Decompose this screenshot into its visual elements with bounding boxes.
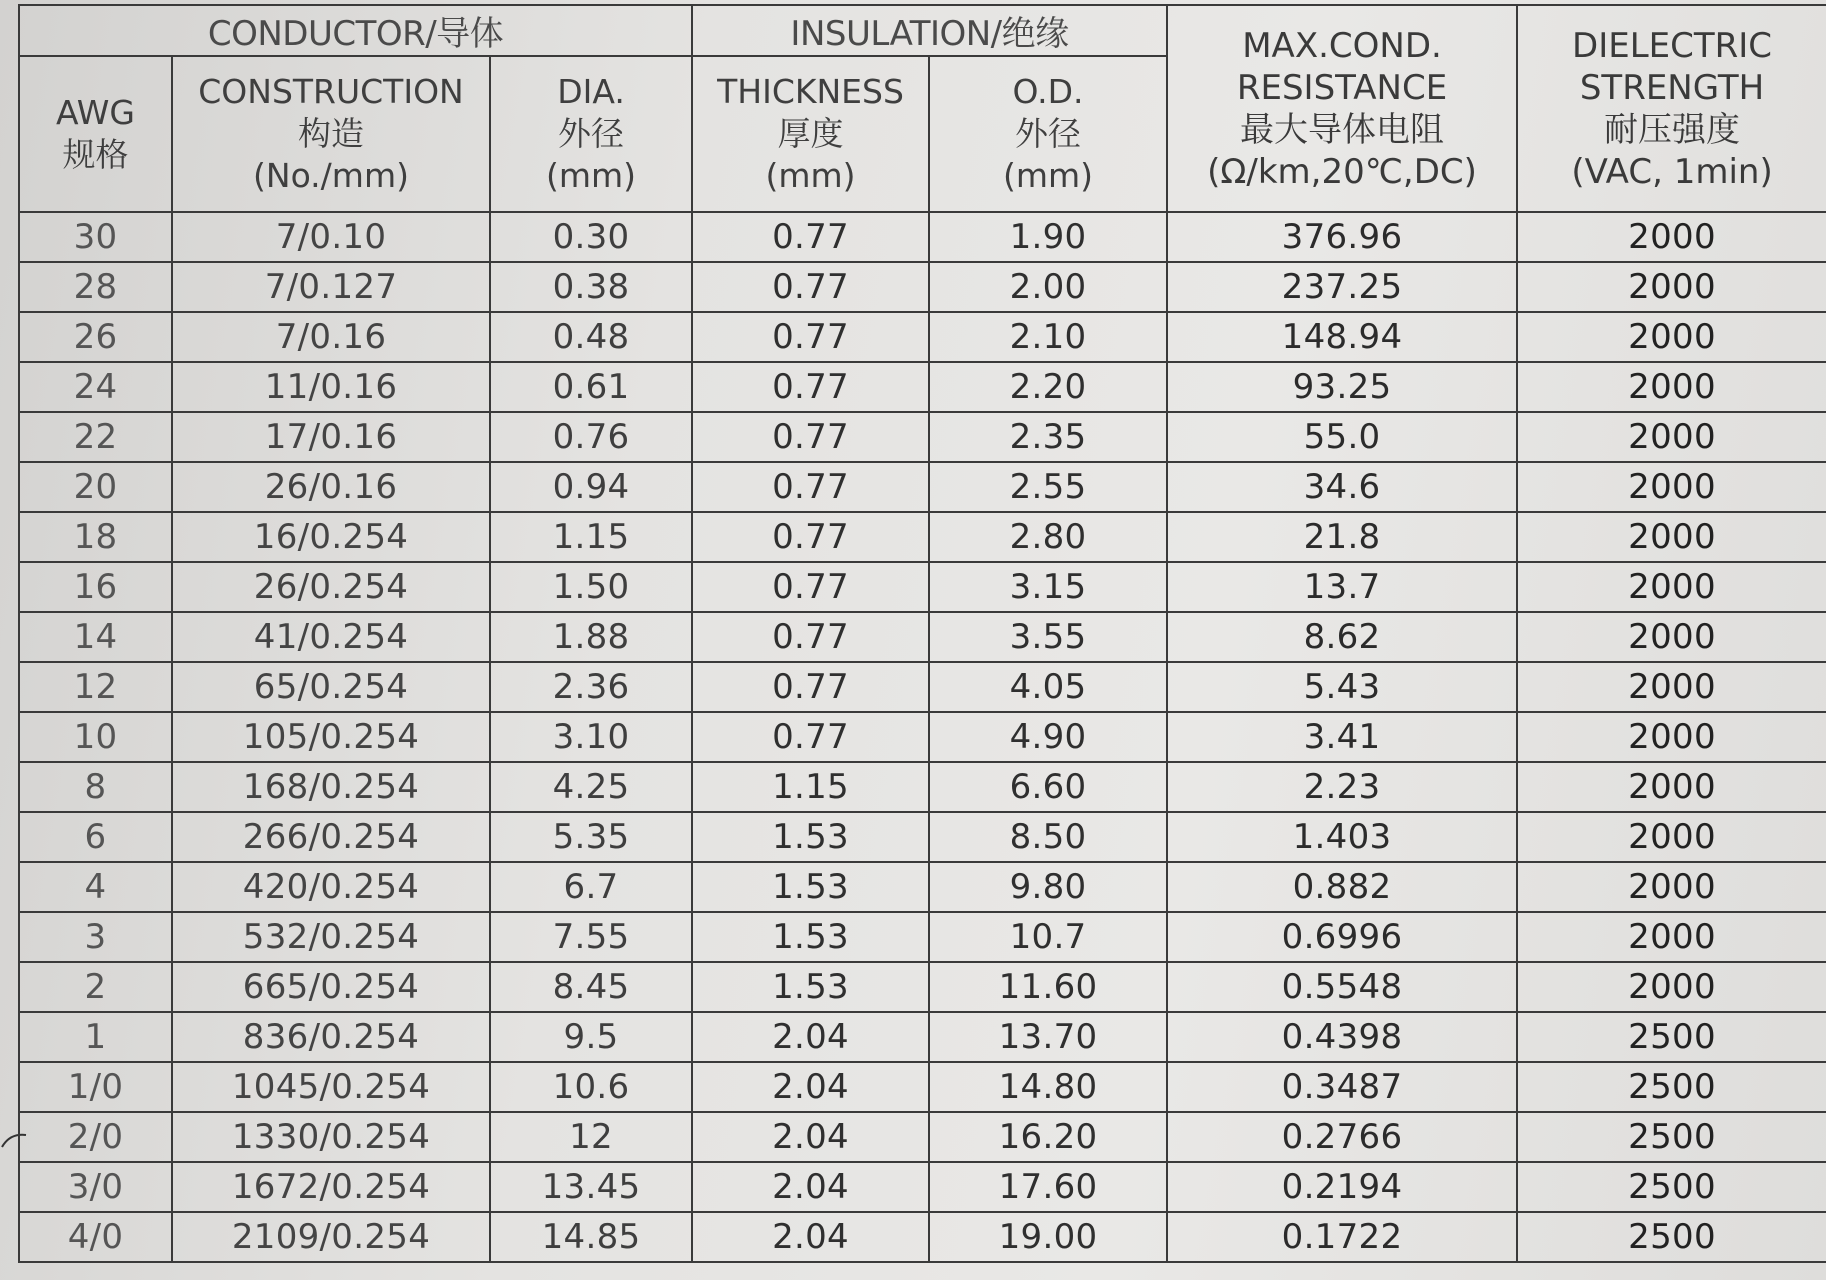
- od-header: [929, 56, 1167, 212]
- construction-cell: 1045/0.254: [172, 1062, 490, 1112]
- dia-cell: 4.25: [490, 762, 692, 812]
- table-row: [19, 1162, 1826, 1212]
- od-cell: 2.00: [929, 262, 1167, 312]
- dielectric-cell: 2000: [1517, 312, 1826, 362]
- table-row: [19, 1112, 1826, 1162]
- table-row: [19, 612, 1826, 662]
- dielectric-header-line: DIELECTRIC: [1572, 25, 1773, 66]
- dia-header-line: DIA.: [557, 72, 625, 111]
- awg-cell: 26: [19, 312, 172, 362]
- dia-cell: 0.76: [490, 412, 692, 462]
- dielectric-header-line: STRENGTH: [1579, 67, 1765, 108]
- construction-cell: 105/0.254: [172, 712, 490, 762]
- table-row: [19, 962, 1826, 1012]
- awg-cell: 24: [19, 362, 172, 412]
- construction-cell: 420/0.254: [172, 862, 490, 912]
- dia-header-line: (mm): [545, 156, 637, 195]
- resistance-cell: 0.2194: [1167, 1162, 1517, 1212]
- od-cell: 1.90: [929, 212, 1167, 262]
- thickness-header-line: THICKNESS: [717, 72, 904, 111]
- construction-cell: 836/0.254: [172, 1012, 490, 1062]
- od-cell: 3.55: [929, 612, 1167, 662]
- dielectric-cell: 2500: [1517, 1062, 1826, 1112]
- awg-cell: 14: [19, 612, 172, 662]
- construction-cell: 7/0.127: [172, 262, 490, 312]
- thickness-cell: 1.53: [692, 962, 929, 1012]
- thickness-cell: 0.77: [692, 562, 929, 612]
- resistance-cell: 21.8: [1167, 512, 1517, 562]
- od-cell: 14.80: [929, 1062, 1167, 1112]
- dielectric-cell: 2500: [1517, 1212, 1826, 1262]
- dielectric-cell: 2500: [1517, 1162, 1826, 1212]
- od-header-line: 外径: [1015, 114, 1082, 153]
- dia-cell: 0.38: [490, 262, 692, 312]
- od-cell: 16.20: [929, 1112, 1167, 1162]
- dia-cell: 7.55: [490, 912, 692, 962]
- table-row: [19, 1012, 1826, 1062]
- table-row: [19, 412, 1826, 462]
- construction-cell: 1672/0.254: [172, 1162, 490, 1212]
- od-cell: 11.60: [929, 962, 1167, 1012]
- construction-cell: 168/0.254: [172, 762, 490, 812]
- dia-cell: 6.7: [490, 862, 692, 912]
- awg-cell: 22: [19, 412, 172, 462]
- awg-cell: 6: [19, 812, 172, 862]
- thickness-cell: 0.77: [692, 362, 929, 412]
- dia-cell: 10.6: [490, 1062, 692, 1112]
- thickness-cell: 0.77: [692, 712, 929, 762]
- max-resistance-header-line: MAX.COND.: [1242, 25, 1442, 66]
- max-resistance-header: [1167, 5, 1517, 212]
- thickness-header-line: (mm): [765, 156, 856, 195]
- construction-header-line: (No./mm): [253, 156, 409, 195]
- od-cell: 9.80: [929, 862, 1167, 912]
- dielectric-cell: 2000: [1517, 862, 1826, 912]
- od-cell: 3.15: [929, 562, 1167, 612]
- od-header-line: (mm): [1003, 156, 1094, 195]
- thickness-cell: 0.77: [692, 412, 929, 462]
- construction-cell: 11/0.16: [172, 362, 490, 412]
- dielectric-cell: 2000: [1517, 812, 1826, 862]
- dia-header: [490, 56, 692, 212]
- group-header-row: [19, 5, 1826, 56]
- dia-cell: 1.15: [490, 512, 692, 562]
- od-cell: 4.90: [929, 712, 1167, 762]
- thickness-cell: 2.04: [692, 1062, 929, 1112]
- table-row: [19, 812, 1826, 862]
- table-row: [19, 262, 1826, 312]
- thickness-cell: 0.77: [692, 262, 929, 312]
- construction-cell: 1330/0.254: [172, 1112, 490, 1162]
- dielectric-cell: 2500: [1517, 1012, 1826, 1062]
- resistance-cell: 0.882: [1167, 862, 1517, 912]
- construction-cell: 17/0.16: [172, 412, 490, 462]
- dia-cell: 9.5: [490, 1012, 692, 1062]
- dia-cell: 5.35: [490, 812, 692, 862]
- dia-cell: 0.94: [490, 462, 692, 512]
- awg-cell: 28: [19, 262, 172, 312]
- dielectric-cell: 2000: [1517, 462, 1826, 512]
- resistance-cell: 376.96: [1167, 212, 1517, 262]
- thickness-cell: 1.15: [692, 762, 929, 812]
- insulation-group-header: INSULATION/绝缘: [692, 5, 1167, 56]
- dia-cell: 3.10: [490, 712, 692, 762]
- resistance-cell: 5.43: [1167, 662, 1517, 712]
- table-body: [19, 212, 1826, 1262]
- awg-cell: 1: [19, 1012, 172, 1062]
- awg-cell: 1/0: [19, 1062, 172, 1112]
- awg-cell: 16: [19, 562, 172, 612]
- max-resistance-header-line: 最大导体电阻: [1240, 109, 1445, 150]
- table-row: [19, 462, 1826, 512]
- table-row: [19, 912, 1826, 962]
- dielectric-cell: 2000: [1517, 762, 1826, 812]
- table-row: [19, 1062, 1826, 1112]
- table-row: [19, 662, 1826, 712]
- awg-cell: 4: [19, 862, 172, 912]
- construction-cell: 41/0.254: [172, 612, 490, 662]
- awg-cell: 10: [19, 712, 172, 762]
- thickness-cell: 0.77: [692, 612, 929, 662]
- thickness-cell: 1.53: [692, 812, 929, 862]
- resistance-cell: 237.25: [1167, 262, 1517, 312]
- dielectric-cell: 2000: [1517, 412, 1826, 462]
- dia-cell: 1.50: [490, 562, 692, 612]
- resistance-cell: 0.4398: [1167, 1012, 1517, 1062]
- dia-cell: 1.88: [490, 612, 692, 662]
- awg-header-line: AWG: [56, 93, 135, 132]
- thickness-cell: 1.53: [692, 912, 929, 962]
- dia-cell: 13.45: [490, 1162, 692, 1212]
- dielectric-header-line: (VAC, 1min): [1571, 151, 1773, 192]
- od-cell: 2.20: [929, 362, 1167, 412]
- od-cell: 10.7: [929, 912, 1167, 962]
- dielectric-cell: 2000: [1517, 662, 1826, 712]
- resistance-cell: 3.41: [1167, 712, 1517, 762]
- dielectric-cell: 2000: [1517, 912, 1826, 962]
- cable-spec-table: [18, 4, 1826, 1263]
- dia-cell: 0.30: [490, 212, 692, 262]
- thickness-cell: 0.77: [692, 312, 929, 362]
- construction-cell: 532/0.254: [172, 912, 490, 962]
- thickness-cell: 2.04: [692, 1112, 929, 1162]
- resistance-cell: 0.2766: [1167, 1112, 1517, 1162]
- max-resistance-header-line: RESISTANCE: [1236, 67, 1448, 108]
- thickness-cell: 2.04: [692, 1212, 929, 1262]
- construction-cell: 7/0.10: [172, 212, 490, 262]
- construction-cell: 665/0.254: [172, 962, 490, 1012]
- construction-cell: 65/0.254: [172, 662, 490, 712]
- dielectric-cell: 2000: [1517, 362, 1826, 412]
- conductor-group-header: CONDUCTOR/导体: [19, 5, 692, 56]
- awg-cell: 2/0: [19, 1112, 172, 1162]
- od-cell: 2.80: [929, 512, 1167, 562]
- resistance-cell: 0.5548: [1167, 962, 1517, 1012]
- construction-header-line: CONSTRUCTION: [198, 72, 464, 111]
- resistance-cell: 13.7: [1167, 562, 1517, 612]
- dielectric-header-line: 耐压强度: [1604, 109, 1741, 150]
- od-cell: 8.50: [929, 812, 1167, 862]
- construction-cell: 266/0.254: [172, 812, 490, 862]
- awg-cell: 20: [19, 462, 172, 512]
- dia-cell: 14.85: [490, 1212, 692, 1262]
- dia-cell: 0.48: [490, 312, 692, 362]
- od-cell: 4.05: [929, 662, 1167, 712]
- awg-cell: 2: [19, 962, 172, 1012]
- dielectric-cell: 2000: [1517, 712, 1826, 762]
- thickness-cell: 0.77: [692, 212, 929, 262]
- awg-cell: 4/0: [19, 1212, 172, 1262]
- resistance-cell: 2.23: [1167, 762, 1517, 812]
- table-row: [19, 862, 1826, 912]
- thickness-header: [692, 56, 929, 212]
- table-row: [19, 212, 1826, 262]
- awg-header: [19, 56, 172, 212]
- od-cell: 19.00: [929, 1212, 1167, 1262]
- dielectric-cell: 2000: [1517, 562, 1826, 612]
- construction-cell: 26/0.254: [172, 562, 490, 612]
- dielectric-cell: 2000: [1517, 612, 1826, 662]
- awg-cell: 3/0: [19, 1162, 172, 1212]
- thickness-header-line: 厚度: [777, 114, 844, 153]
- resistance-cell: 8.62: [1167, 612, 1517, 662]
- dia-cell: 12: [490, 1112, 692, 1162]
- thickness-cell: 0.77: [692, 662, 929, 712]
- thickness-cell: 2.04: [692, 1012, 929, 1062]
- resistance-cell: 93.25: [1167, 362, 1517, 412]
- awg-cell: 12: [19, 662, 172, 712]
- dielectric-cell: 2000: [1517, 262, 1826, 312]
- table-row: [19, 562, 1826, 612]
- thickness-cell: 1.53: [692, 862, 929, 912]
- resistance-cell: 148.94: [1167, 312, 1517, 362]
- construction-cell: 16/0.254: [172, 512, 490, 562]
- awg-cell: 8: [19, 762, 172, 812]
- resistance-cell: 55.0: [1167, 412, 1517, 462]
- dielectric-cell: 2500: [1517, 1112, 1826, 1162]
- resistance-cell: 0.3487: [1167, 1062, 1517, 1112]
- dia-cell: 2.36: [490, 662, 692, 712]
- dielectric-strength-header: [1517, 5, 1826, 212]
- resistance-cell: 34.6: [1167, 462, 1517, 512]
- od-cell: 6.60: [929, 762, 1167, 812]
- table-header: [19, 5, 1826, 212]
- dielectric-cell: 2000: [1517, 962, 1826, 1012]
- dia-cell: 0.61: [490, 362, 692, 412]
- table-row: [19, 312, 1826, 362]
- awg-header-line: 规格: [62, 135, 129, 174]
- thickness-cell: 0.77: [692, 512, 929, 562]
- dielectric-cell: 2000: [1517, 212, 1826, 262]
- table-row: [19, 712, 1826, 762]
- od-cell: 2.10: [929, 312, 1167, 362]
- construction-header: [172, 56, 490, 212]
- awg-cell: 30: [19, 212, 172, 262]
- dia-cell: 8.45: [490, 962, 692, 1012]
- od-cell: 2.35: [929, 412, 1167, 462]
- table-row: [19, 362, 1826, 412]
- od-cell: 17.60: [929, 1162, 1167, 1212]
- construction-cell: 26/0.16: [172, 462, 490, 512]
- construction-cell: 2109/0.254: [172, 1212, 490, 1262]
- awg-cell: 3: [19, 912, 172, 962]
- construction-cell: 7/0.16: [172, 312, 490, 362]
- resistance-cell: 0.6996: [1167, 912, 1517, 962]
- awg-cell: 18: [19, 512, 172, 562]
- dielectric-cell: 2000: [1517, 512, 1826, 562]
- od-cell: 13.70: [929, 1012, 1167, 1062]
- table-row: [19, 1212, 1826, 1262]
- thickness-cell: 2.04: [692, 1162, 929, 1212]
- dia-header-line: 外径: [558, 114, 625, 153]
- od-header-line: O.D.: [1012, 72, 1084, 111]
- table-row: [19, 512, 1826, 562]
- od-cell: 2.55: [929, 462, 1167, 512]
- resistance-cell: 0.1722: [1167, 1212, 1517, 1262]
- table-row: [19, 762, 1826, 812]
- resistance-cell: 1.403: [1167, 812, 1517, 862]
- construction-header-line: 构造: [298, 114, 364, 153]
- max-resistance-header-line: (Ω/km,20℃,DC): [1207, 151, 1477, 192]
- thickness-cell: 0.77: [692, 462, 929, 512]
